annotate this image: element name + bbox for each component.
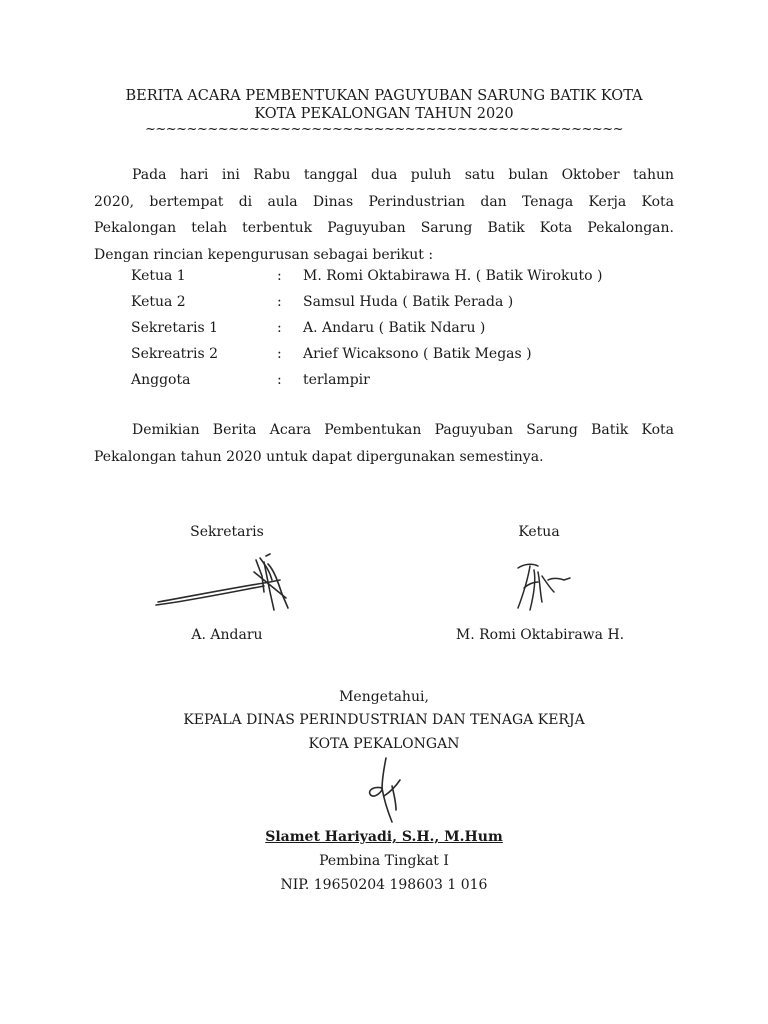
role-value: M. Romi Oktabirawa H. ( Batik Wirokuto )	[303, 268, 603, 284]
role-value: terlampir	[303, 372, 370, 388]
role-label: Ketua 1	[131, 268, 186, 284]
role-colon: :	[277, 294, 282, 310]
secretary-signature	[152, 552, 297, 614]
committee-row	[131, 341, 671, 367]
chairman-signature	[508, 558, 576, 616]
intro-paragraph	[94, 162, 674, 268]
intro-line: Pada hari ini Rabu tanggal dua puluh satu bulan Oktober tahun	[132, 167, 674, 183]
closing-line: Pekalongan tahun 2020 untuk dapat dipergunakan semestinya.	[94, 448, 544, 465]
role-label: Sekretaris 1	[131, 320, 219, 336]
role-colon: :	[277, 346, 282, 362]
committee-row	[131, 289, 671, 315]
closing-paragraph	[94, 417, 674, 470]
role-colon: :	[277, 268, 282, 284]
role-value: Samsul Huda ( Batik Perada )	[303, 294, 514, 310]
title-separator: ~~~~~~~~~~~~~~~~~~~~~~~~~~~~~~~~~~~~~~~~~~~~~~	[144, 122, 624, 137]
closing-line: Demikian Berita Acara Pembentukan Paguyuban Sarung Batik Kota	[132, 422, 674, 438]
role-value: Arief Wicaksono ( Batik Megas )	[303, 346, 532, 362]
head-of-office-nip: NIP. 19650204 198603 1 016	[280, 877, 488, 893]
committee-list	[131, 263, 671, 393]
intro-line: 2020, bertempat di aula Dinas Perindustrian dan Tenaga Kerja Kota	[94, 193, 674, 210]
office-title-line1: KEPALA DINAS PERINDUSTRIAN DAN TENAGA KERJA	[183, 712, 585, 728]
intro-line: Dengan rincian kepengurusan sebagai berikut :	[94, 246, 434, 263]
role-value: A. Andaru ( Batik Ndaru )	[303, 320, 486, 336]
committee-row	[131, 367, 671, 393]
role-label: Anggota	[131, 372, 191, 388]
secretary-name: A. Andaru	[191, 627, 263, 643]
chairman-name: M. Romi Oktabirawa H.	[455, 627, 625, 643]
committee-row	[131, 263, 671, 289]
head-of-office-name: Slamet Hariyadi, S.H., M.Hum	[265, 829, 503, 845]
acknowledgement-label: Mengetahui,	[339, 689, 429, 705]
role-label: Sekreatris 2	[131, 346, 219, 362]
office-title-line2: KOTA PEKALONGAN	[308, 736, 460, 752]
role-colon: :	[277, 372, 282, 388]
document-title-line1: BERITA ACARA PEMBENTUKAN PAGUYUBAN SARUNG BATIK KOTA	[125, 88, 643, 104]
intro-line: Pekalongan telah terbentuk Paguyuban Sarung Batik Kota Pekalongan.	[94, 220, 674, 236]
head-of-office-signature	[362, 756, 410, 826]
secretary-title: Sekretaris	[190, 524, 264, 540]
document-title-line2: KOTA PEKALONGAN TAHUN 2020	[254, 106, 514, 122]
head-of-office-rank: Pembina Tingkat I	[319, 853, 449, 869]
role-colon: :	[277, 320, 282, 336]
committee-row	[131, 315, 671, 341]
chairman-title: Ketua	[518, 524, 560, 540]
role-label: Ketua 2	[131, 294, 186, 310]
